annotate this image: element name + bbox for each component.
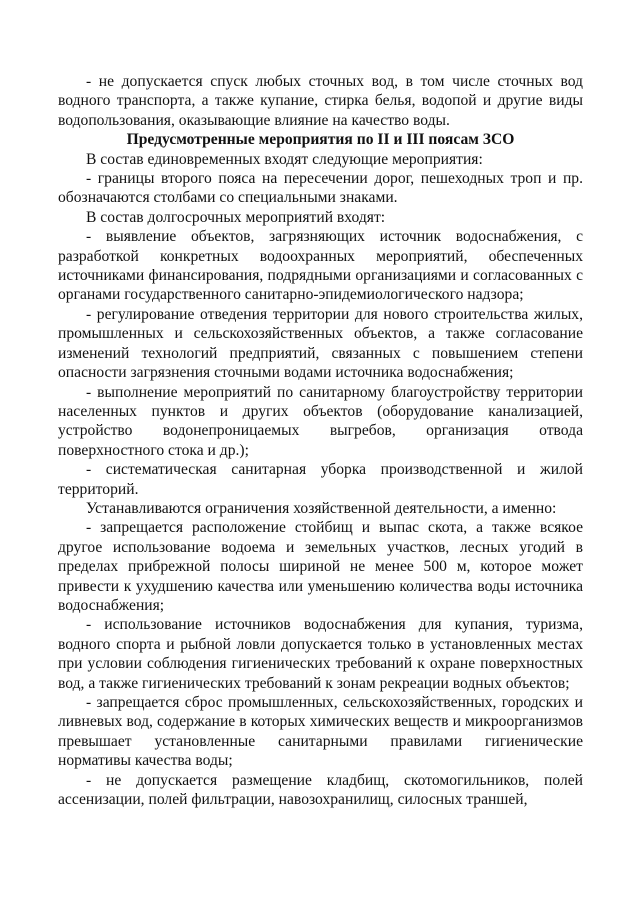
paragraph-livestock-prohibition: - запрещается расположение стойбищ и выпас скота, а также всякое другое использование водоема и земельных участков, лесных угодий в пределах прибрежной полосы шириной не менее 500 м, которое может привести к ухудшению качества или уменьшению количества воды источника водоснабжения; xyxy=(58,519,583,614)
paragraph-one-time-measures-intro: В состав единовременных входят следующие мероприятия: xyxy=(86,150,483,168)
paragraph-long-term-measures-intro: В состав долгосрочных мероприятий входят: xyxy=(86,208,386,226)
paragraph-land-allocation-regulation: - регулирование отведения территории для нового строительства жилых, промышленных и сельскохозяйственных объектов, а также согласование изменений технологий предприятий, связанных с повышением степени опасности загрязнения сточными водами источника водоснабжения; xyxy=(58,305,583,382)
paragraph-no-wastewater-discharge: - не допускается спуск любых сточных вод, в том числе сточных вод водного транспорта, а также купание, стирка белья, водопой и другие виды водопользования, оказывающие влияние на качество воды. xyxy=(58,73,583,129)
section-heading: Предусмотренные мероприятия по II и III поясам ЗСО xyxy=(126,131,515,149)
paragraph-discharge-prohibition: - запрещается сброс промышленных, сельскохозяйственных, городских и ливневых вод, содержание в которых химических веществ и микроорганизмов превышает установленные санитарными правилами гигиенические нормативы качества воды; xyxy=(58,694,583,770)
paragraph-restrictions-intro: Устанавливаются ограничения хозяйственной деятельности, а именно: xyxy=(86,499,557,517)
paragraph-zone-boundaries: - границы второго пояса на пересечении дорог, пешеходных троп и пр. обозначаются столбами со специальными знаками. xyxy=(58,170,583,207)
paragraph-placement-prohibition: - не допускается размещение кладбищ, скотомогильников, полей ассенизации, полей фильтрации, навозохранилищ, силосных траншей, xyxy=(58,771,583,809)
paragraph-identify-polluters: - выявление объектов, загрязняющих источник водоснабжения, с разработкой конкретных водоохранных мероприятий, обеспеченных источниками финансирования, подрядными организациями и согласованных с органами государственного санитарно-эпидемиологического надзора; xyxy=(58,228,583,304)
paragraph-systematic-cleaning: - систематическая санитарная уборка производственной и жилой территорий. xyxy=(58,461,583,498)
paragraph-sanitary-improvement: - выполнение мероприятий по санитарному благоустройству территории населенных пунктов и других объектов (оборудование канализацией, устройство водонепроницаемых выгребов, организация отвода поверхностного стока и др.); xyxy=(58,383,583,459)
paragraph-recreation-use: - использование источников водоснабжения для купания, туризма, водного спорта и рыбной ловли допускается только в установленных местах при условии соблюдения гигиенических требований к охране поверхностных вод, а также гигиенических требований к зонам рекреации водных объектов; xyxy=(58,616,583,692)
